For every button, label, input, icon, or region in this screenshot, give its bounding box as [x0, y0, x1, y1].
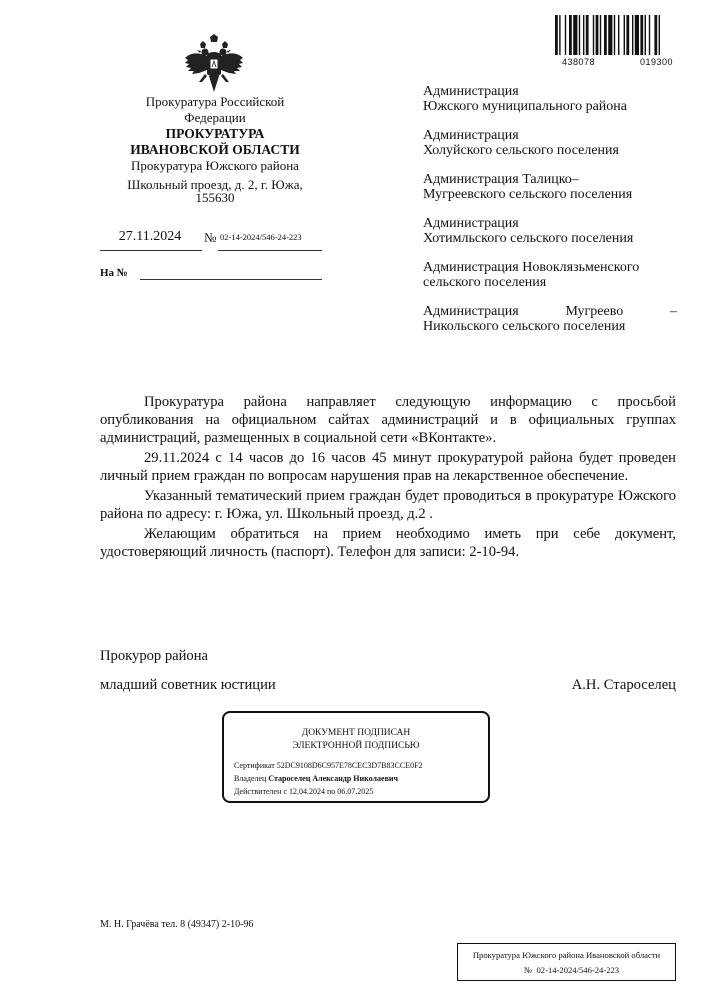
stamp-validity: [234, 787, 373, 796]
executor-contact: М. Н. Грачёва тел. 8 (49347) 2-10-96: [100, 919, 254, 930]
signer-title: Прокурор района: [100, 648, 209, 664]
number-underline: [218, 250, 322, 251]
stamp-label: по: [326, 787, 336, 796]
recipient-line: Администрация: [423, 128, 519, 143]
stamp-label: Сертификат: [234, 761, 275, 770]
barcode-bar: [555, 15, 558, 55]
recipient-line: Холуйского сельского поселения: [423, 143, 619, 158]
barcode: [555, 15, 695, 55]
recipient-line: Южского муниципального района: [423, 99, 628, 114]
recipient-word: –: [669, 304, 677, 319]
barcode-bar: [624, 15, 625, 55]
recipient: [423, 172, 677, 202]
barcode-bar: [579, 15, 580, 55]
barcode-bar: [569, 15, 572, 55]
sender-org-region: ИВАНОВСКОЙ ОБЛАСТИ: [130, 142, 300, 157]
recipient-line: [423, 304, 677, 319]
number-sign: №: [204, 230, 217, 245]
e-signature-stamp: [222, 711, 490, 803]
sender-org-title: ПРОКУРАТУРА: [165, 126, 265, 141]
barcode-bar: [600, 15, 601, 55]
barcode-bar: [632, 15, 633, 55]
stamp-valid-from: 12.04.2024: [288, 787, 325, 796]
recipient: [423, 260, 677, 290]
barcode-bar: [573, 15, 577, 55]
stamp-valid-to: 06.07.2025: [337, 787, 374, 796]
barcode-bar: [649, 15, 650, 55]
signer-name: А.Н. Староселец: [571, 677, 676, 693]
sender-postcode: 155630: [195, 190, 235, 205]
paragraph: Указанный тематический прием граждан будет проводиться в прокуратуре Южского района по адресу: г. Южа, ул. Школьный проезд, д.2 .: [100, 488, 676, 522]
barcode-bar: [614, 15, 615, 55]
stamp-title-line: ДОКУМЕНТ ПОДПИСАН: [301, 728, 411, 738]
barcode-bar: [604, 15, 607, 55]
barcode-left-number: 438078: [562, 57, 596, 67]
sender-address: [100, 178, 330, 204]
barcode-bar: [583, 15, 584, 55]
recipient-line: Администрация: [423, 84, 519, 99]
outgoing-number: 02-14-2024/546-24-223: [220, 232, 302, 242]
paragraph: Желающим обратиться на прием необходимо иметь при себе документ, удостоверяющий личность (паспорт). Телефон для записи: 2-10-94.: [100, 526, 676, 560]
stamp-certificate: [234, 761, 423, 770]
registration-box: [457, 943, 676, 981]
barcode-bar: [593, 15, 594, 55]
recipients-block: [423, 84, 677, 348]
recipient-line: Хотимльского сельского поселения: [423, 231, 634, 246]
reference-label: На №: [100, 267, 128, 279]
barcode-bar: [586, 15, 589, 55]
recipient-line: Мугреевского сельского поселения: [423, 187, 633, 202]
sender-line: Федерации: [184, 110, 246, 125]
stamp-label: Действителен: [234, 787, 282, 796]
letter-body: [100, 393, 676, 563]
recipient-word: Мугреево: [565, 304, 624, 319]
stamp-owner-value: Староселец Александр Николаевич: [268, 774, 399, 783]
barcode-right-number: 019300: [640, 57, 674, 67]
recipient: [423, 304, 677, 334]
recipient-word: Администрация: [423, 304, 519, 319]
sender-address-line: Школьный проезд, д. 2, г. Южа,: [127, 177, 303, 192]
recipient: [423, 128, 677, 158]
stamp-label: с: [283, 787, 287, 796]
stamp-title-line: ЭЛЕКТРОННОЙ ПОДПИСЬЮ: [292, 741, 420, 751]
barcode-bar: [559, 15, 560, 55]
recipient-line: Администрация: [423, 216, 519, 231]
registration-number: [524, 965, 619, 975]
barcode-bar: [640, 15, 643, 55]
recipient: [423, 84, 677, 114]
registration-org: Прокуратура Южского района Ивановской области: [472, 950, 661, 960]
stamp-certificate-value: 52DC9108D6C957E78CEC3D7B83CCE0F2: [276, 761, 423, 770]
recipient-line: Администрация Талицко–: [423, 172, 579, 187]
sender-office: Прокуратура Южского района: [131, 158, 299, 173]
barcode-bar: [608, 15, 612, 55]
date-underline: [100, 250, 202, 251]
outgoing-date: 27.11.2024: [118, 229, 182, 244]
barcode-bar: [565, 15, 566, 55]
sender-line: Прокуратура Российской: [145, 94, 285, 109]
registration-number-value: 02-14-2024/546-24-223: [536, 965, 620, 975]
barcode-bar: [596, 15, 599, 55]
paragraph: Прокуратура района направляет следующую информацию с просьбой опубликования на официальном сайтах администраций и в официальных группах администраций, размещенных в социальной сети «ВКонтакте».: [100, 394, 676, 446]
recipient-line: Никольского сельского поселения: [423, 319, 626, 334]
barcode-bar: [654, 15, 657, 55]
sender-block: [100, 94, 330, 204]
number-sign: №: [524, 965, 533, 975]
barcode-bar: [645, 15, 646, 55]
recipient: [423, 216, 677, 246]
barcode-bar: [626, 15, 629, 55]
reference-underline: [140, 279, 322, 280]
barcode-bar: [659, 15, 660, 55]
stamp-label: Владелец: [234, 774, 267, 783]
barcode-bar: [635, 15, 639, 55]
coat-of-arms-icon: [183, 34, 245, 96]
barcode-bar: [618, 15, 619, 55]
recipient-line: Администрация Новоклязьменского: [423, 260, 640, 275]
stamp-owner: [234, 774, 398, 783]
paragraph: 29.11.2024 с 14 часов до 16 часов 45 минут прокуратурой района будет проведен личный прием граждан по вопросам нарушения прав на лекарственное обеспечение.: [100, 450, 676, 484]
stamp-title: [224, 727, 488, 753]
recipient-line: сельского поселения: [423, 275, 547, 290]
signer-rank: младший советник юстиции: [100, 677, 276, 693]
